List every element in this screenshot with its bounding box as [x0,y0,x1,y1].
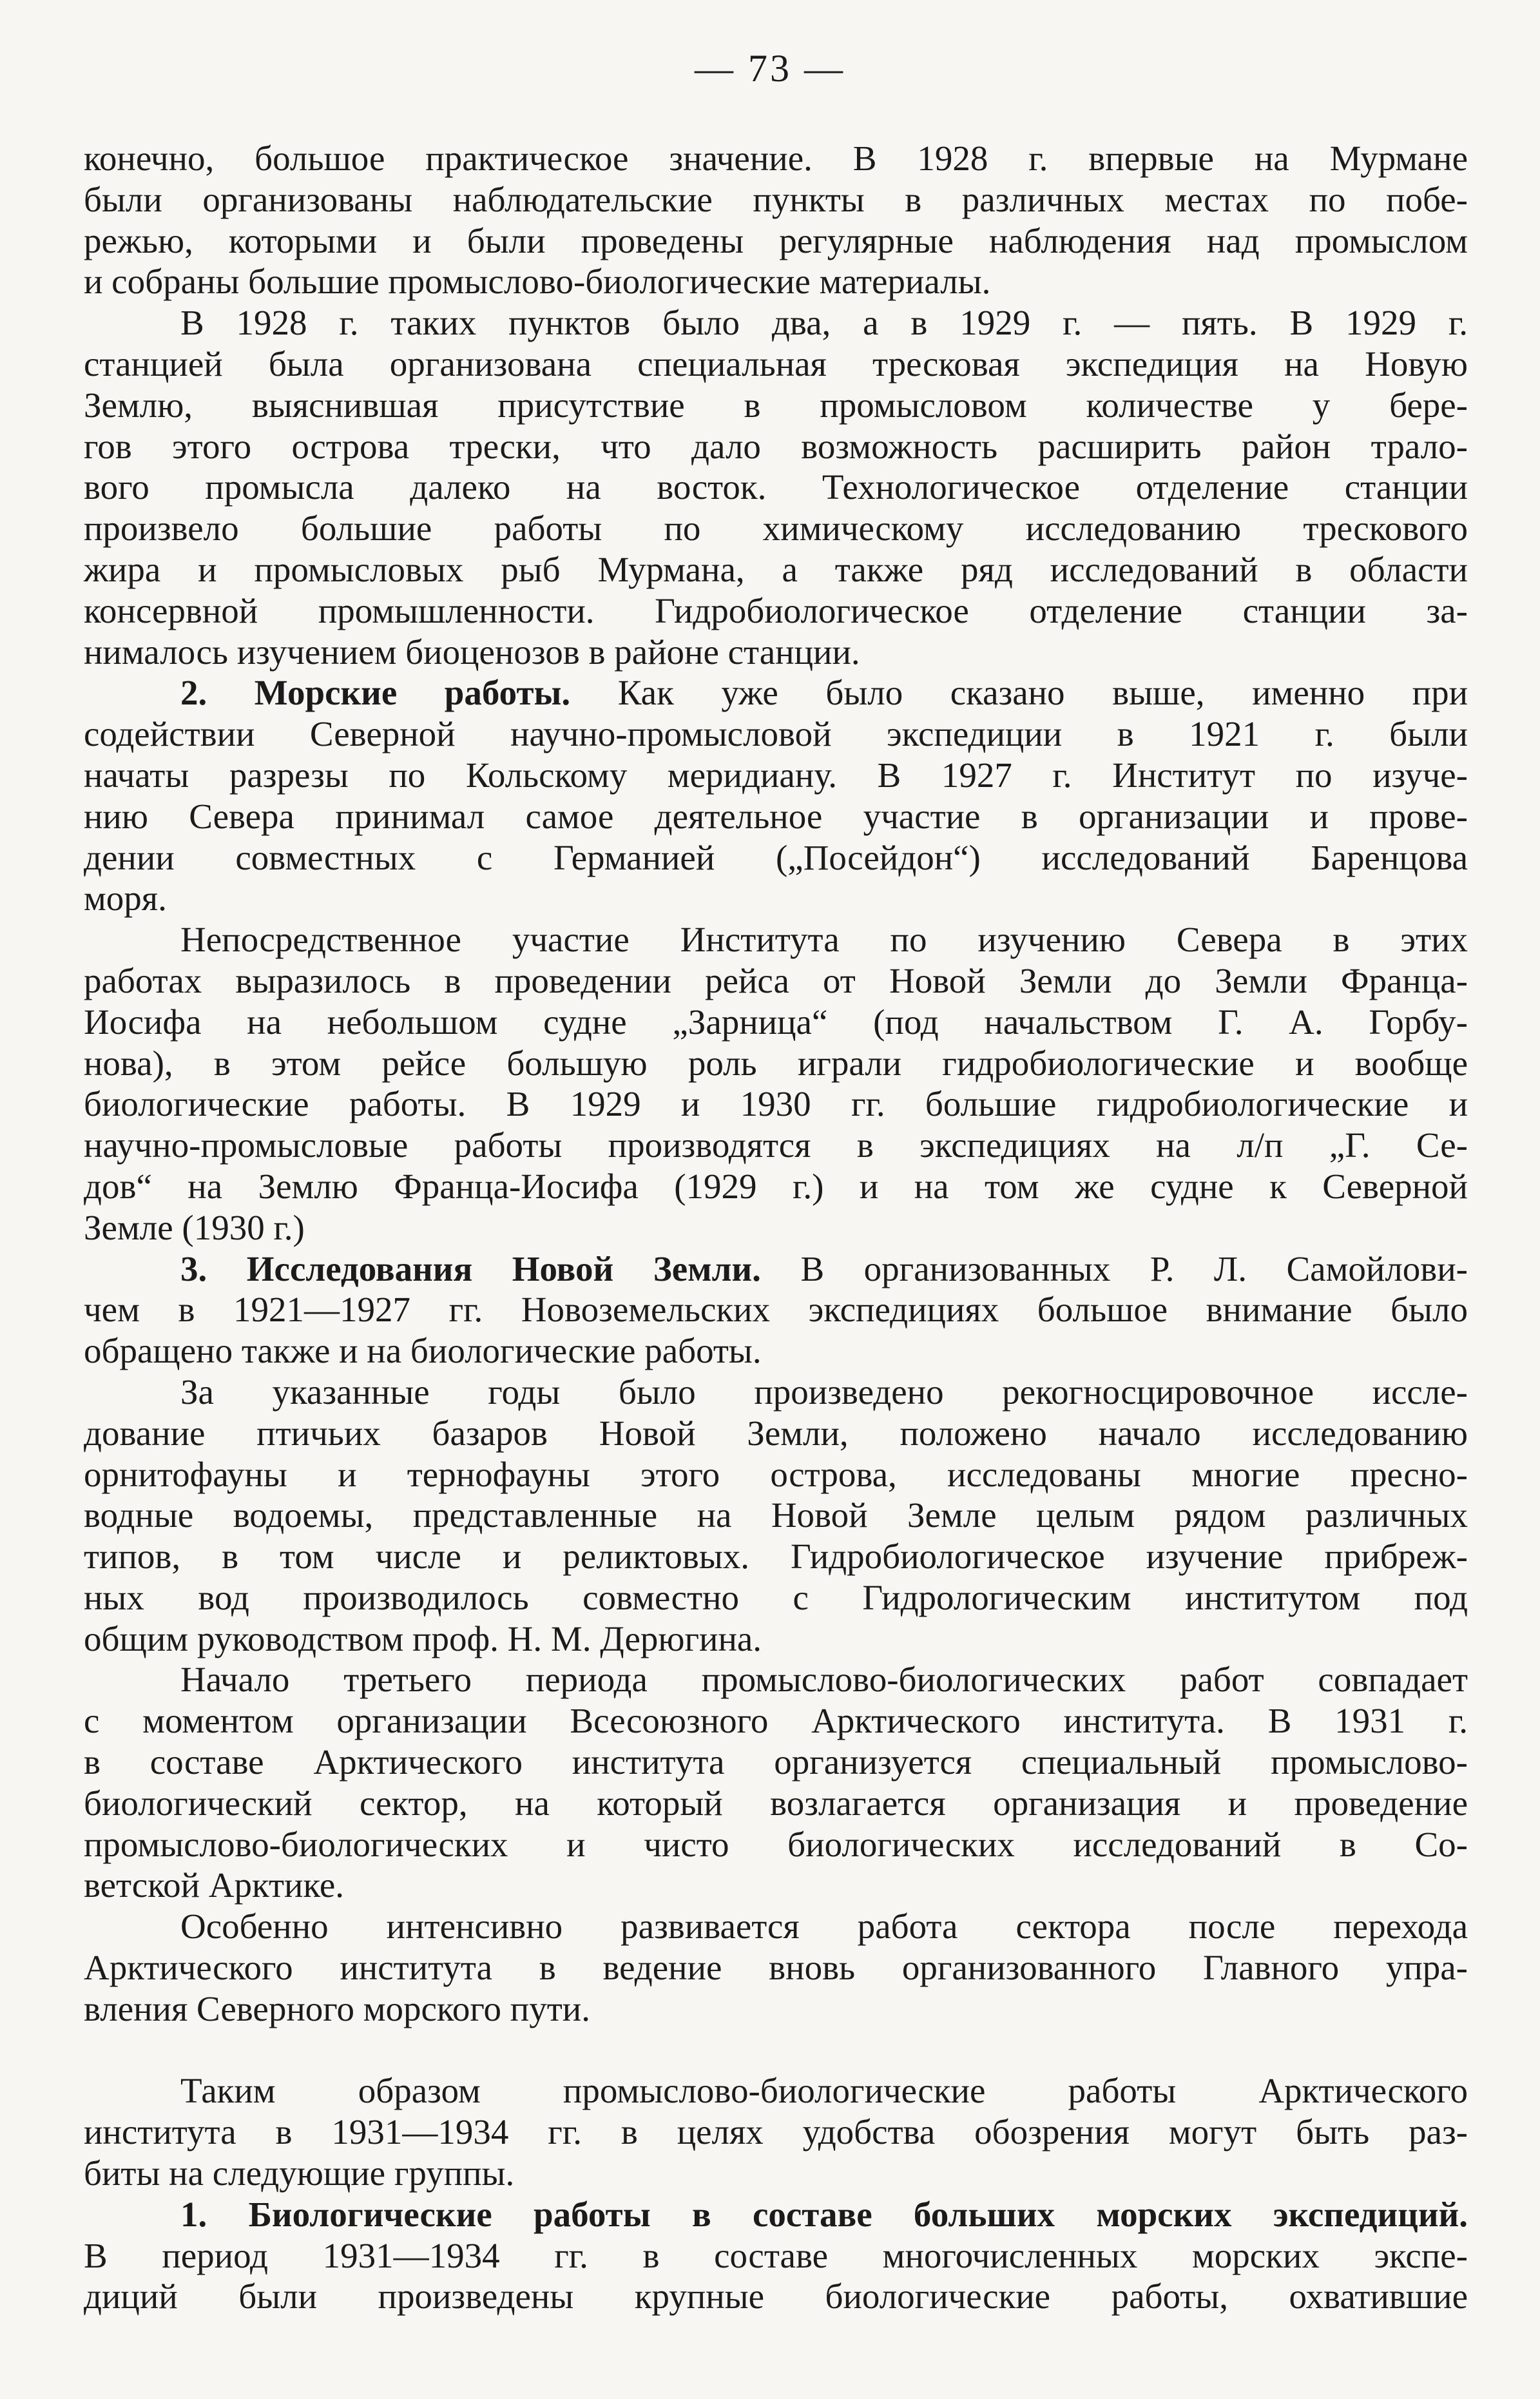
text-line [84,714,1468,755]
line-text: дование птичьих базаров Новой Земли, положено начало исследованию [84,1413,1468,1453]
line-text: дении совместных с Германией („Посейдон“) исследований Баренцова [84,837,1468,877]
line-text: чем в 1921—1927 гг. Новоземельских экспедициях большое внимание было [84,1290,1468,1330]
line-text: нималось изучением биоценозов в районе станции. [84,632,860,672]
text-line [84,755,1468,796]
paragraph [84,302,1468,672]
text-line [84,2153,1468,2194]
text-line [84,1988,1468,2030]
line-text: Земле (1930 г.) [84,1207,305,1247]
text-line [84,1248,1468,1290]
text-line [84,385,1468,426]
line-text: Иосифа на небольшом судне „Зарница“ (под начальством Г. А. Горбу- [84,1002,1468,1042]
text-line [84,2112,1468,2153]
line-text: Землю, выяснившая присутствие в промысловом количестве у бере- [84,385,1468,425]
text-line [84,138,1468,179]
text-line [84,1166,1468,1207]
line-text: консервной промышленности. Гидробиологическое отделение станции за- [84,590,1468,630]
text-line [84,1824,1468,1865]
line-text: орнитофауны и тернофауны этого острова, исследованы многие пресно- [84,1454,1468,1494]
text-line [84,508,1468,549]
line-text: нова), в этом рейсе большую роль играли гидробиологические и вообще [84,1043,1468,1083]
text-line [84,1043,1468,1084]
line-text: диций были произведены крупные биологические работы, охватившие [84,2277,1468,2316]
line-text: работах выразилось в проведении рейса от Новой Земли до Земли Франца- [84,960,1468,1000]
line-text: ветской Арктике. [84,1865,344,1905]
text-line [84,960,1468,1002]
text-line [84,1783,1468,1824]
section-heading: 1. Биологические работы в составе больших морских экспедиций. [180,2194,1468,2234]
line-text: дов“ на Землю Франца-Иосифа (1929 г.) и на том же судне к Северной [84,1166,1468,1206]
text-line [84,632,1468,673]
text-line [84,2276,1468,2317]
section-heading: 2. Морские работы. [180,673,571,713]
text-line [84,1700,1468,1742]
line-text: биологический сектор, на который возлагается организация и проведение [84,1783,1468,1823]
line-text: вого промысла далеко на восток. Технологическое отделение станции [84,467,1468,507]
text-line [84,220,1468,262]
text-line [84,1742,1468,1783]
line-text: были организованы наблюдательские пункты в различных местах по побе- [84,179,1468,219]
text-line [84,1413,1468,1454]
line-text: В 1928 г. таких пунктов было два, а в 1929 г. — пять. В 1929 г. [180,303,1468,343]
text-line [84,261,1468,302]
text-line [84,1330,1468,1372]
text-line [84,1372,1468,1413]
line-text: Особенно интенсивно развивается работа сектора после перехода [180,1907,1468,1947]
text-line [84,1618,1468,1660]
line-text: Непосредственное участие Института по изучению Севера в этих [180,920,1468,960]
line-text: института в 1931—1934 гг. в целях удобства обозрения могут быть раз- [84,2112,1468,2152]
paragraph [84,1248,1468,1372]
text-line [84,426,1468,467]
line-text: За указанные годы было произведено рекогносцировочное иссле- [180,1372,1468,1412]
line-text: режью, которыми и были проведены регулярные наблюдения над промыслом [84,220,1468,260]
line-text: ных вод производилось совместно с Гидрологическим институтом под [84,1577,1468,1617]
line-text: Таким образом промыслово-биологические работы Арктического [180,2071,1468,2111]
body-text [84,138,1468,2317]
line-text: содействии Северной научно-промысловой экспедиции в 1921 г. были [84,714,1468,754]
paragraph [84,2070,1468,2193]
text-line [84,1536,1468,1577]
text-line [84,2194,1468,2235]
text-line [84,1002,1468,1043]
paragraph [84,1372,1468,1660]
line-text: промыслово-биологических и чисто биологических исследований в Со- [84,1824,1468,1864]
line-text: с моментом организации Всесоюзного Арктического института. В 1931 г. [84,1701,1468,1741]
line-text: вления Северного морского пути. [84,1988,590,2028]
paragraph [84,1906,1468,2029]
text-line [84,878,1468,919]
line-text: обращено также и на биологические работы. [84,1331,762,1371]
text-line [84,672,1468,714]
text-line [84,2070,1468,2112]
blank-line [84,2030,1468,2071]
line-text: и собраны большие промыслово-биологические материалы. [84,262,991,302]
line-text: станцией была организована специальная тресковая экспедиция на Новую [84,344,1468,384]
line-text: В организованных Р. Л. Самойлови- [760,1248,1468,1288]
text-line [84,467,1468,508]
text-line [84,179,1468,220]
text-line [84,1906,1468,1947]
line-text: биты на следующие группы. [84,2153,515,2193]
text-line [84,549,1468,590]
line-text: начаты разрезы по Кольскому меридиану. В 1927 г. Институт по изуче- [84,755,1468,795]
paragraph [84,1659,1468,1906]
text-line [84,1454,1468,1495]
text-line [84,919,1468,960]
text-line [84,2235,1468,2277]
text-line [84,837,1468,879]
text-line [84,1125,1468,1166]
line-text: типов, в том числе и реликтовых. Гидробиологическое изучение прибреж- [84,1537,1468,1577]
text-line [84,302,1468,344]
paragraph [84,672,1468,919]
section-heading: 3. Исследования Новой Земли. [180,1248,761,1288]
text-line [84,1289,1468,1330]
text-line [84,796,1468,837]
text-line [84,1577,1468,1618]
text-line [84,1659,1468,1700]
line-text: водные водоемы, представленные на Новой Земле целым рядом различных [84,1495,1468,1535]
line-text: Начало третьего периода промыслово-биологических работ совпадает [180,1660,1468,1700]
line-text: Арктического института в ведение вновь организованного Главного упра- [84,1948,1468,1988]
text-line [84,1947,1468,1988]
text-line [84,590,1468,632]
line-text: моря. [84,879,167,918]
line-text: Как уже было сказано выше, именно при [570,673,1468,713]
text-line [84,344,1468,385]
text-line [84,1865,1468,1906]
line-text: В период 1931—1934 гг. в составе многочисленных морских экспе- [84,2235,1468,2275]
text-line [84,1083,1468,1125]
paragraph [84,2194,1468,2317]
line-text: нию Севера принимал самое деятельное участие в организации и прове- [84,796,1468,836]
line-text: конечно, большое практическое значение. В 1928 г. впервые на Мурмане [84,139,1468,178]
text-line [84,1207,1468,1248]
text-line [84,1495,1468,1536]
line-text: научно-промысловые работы производятся в экспедициях на л/п „Г. Се- [84,1125,1468,1165]
line-text: произвело большие работы по химическому исследованию трескового [84,509,1468,549]
line-text: в составе Арктического института организуется специальный промыслово- [84,1742,1468,1782]
paragraph [84,138,1468,302]
line-text: жира и промысловых рыб Мурмана, а также ряд исследований в области [84,549,1468,589]
line-text: гов этого острова трески, что дало возможность расширить район трало- [84,426,1468,466]
line-text: биологические работы. В 1929 и 1930 гг. большие гидробиологические и [84,1084,1468,1124]
page-number: — 73 — [695,47,845,90]
paragraph [84,919,1468,1248]
line-text: общим руководством проф. Н. М. Дерюгина. [84,1618,762,1658]
